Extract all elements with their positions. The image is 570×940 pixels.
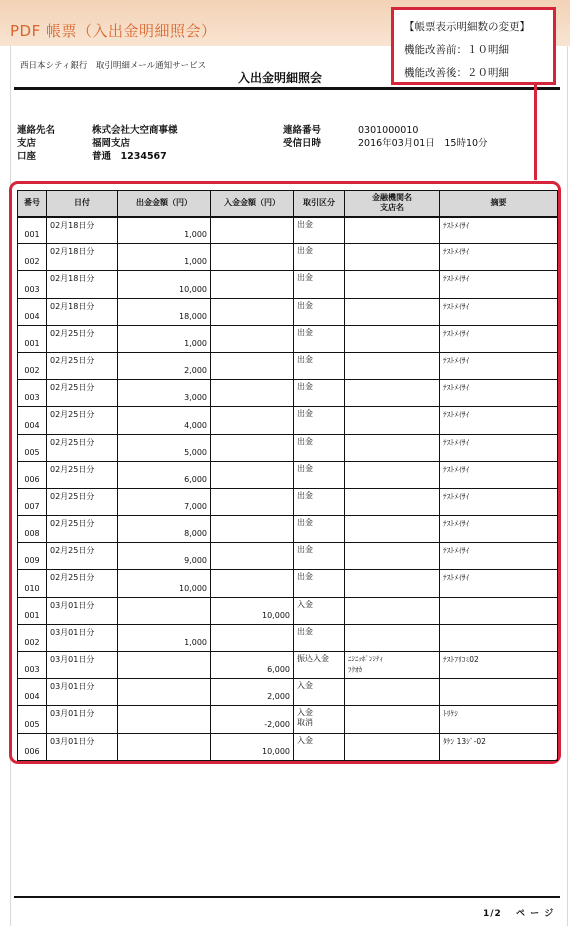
footer-rule — [14, 896, 560, 898]
table-row — [18, 543, 558, 570]
contact-number-value: 0301000010 — [358, 125, 419, 136]
cell-note: ﾃｽﾄﾌﾘｺﾐ02 — [440, 652, 558, 679]
cell-date: 02月25日分 — [47, 325, 118, 352]
cell-type: 出金 — [294, 325, 345, 352]
col-bank-name: 金融機関名 — [372, 193, 412, 203]
cell-note: ﾀｹﾝ 13ｼﾞ-02 — [440, 733, 558, 760]
page-title: PDF 帳票（入出金明細照会） — [10, 22, 217, 40]
col-note: 摘要 — [440, 191, 558, 217]
cell-note — [440, 624, 558, 651]
cell-bank — [345, 706, 440, 733]
cell-number: 005 — [18, 434, 47, 461]
cell-type: 出金 — [294, 488, 345, 515]
cell-number: 001 — [18, 325, 47, 352]
cell-bank — [345, 488, 440, 515]
callout-line: 【帳票表示明細数の変更】 — [404, 21, 530, 33]
table-row — [18, 380, 558, 407]
col-branch-name: 支店名 — [380, 203, 404, 213]
cell-number: 002 — [18, 244, 47, 271]
cell-date: 03月01日分 — [47, 597, 118, 624]
col-bank — [345, 191, 440, 217]
cell-type: 入金 — [294, 597, 345, 624]
table-row — [18, 244, 558, 271]
cell-withdrawal — [118, 652, 211, 679]
cell-number: 004 — [18, 679, 47, 706]
cell-bank — [345, 352, 440, 379]
header-rule — [14, 87, 560, 90]
cell-type: 出金 — [294, 624, 345, 651]
info-right-values — [358, 124, 488, 150]
contact-number-label: 連絡番号 — [283, 125, 322, 136]
cell-deposit — [211, 488, 294, 515]
cell-date: 02月18日分 — [47, 217, 118, 244]
cell-bank — [345, 624, 440, 651]
cell-note — [440, 679, 558, 706]
table-header-row — [18, 191, 558, 217]
cell-bank — [345, 325, 440, 352]
cell-type: 出金 — [294, 570, 345, 597]
cell-deposit: -2,000 — [211, 706, 294, 733]
table-row — [18, 652, 558, 679]
cell-withdrawal — [118, 679, 211, 706]
cell-number: 006 — [18, 733, 47, 760]
cell-type: 出金 — [294, 407, 345, 434]
cell-withdrawal: 6,000 — [118, 461, 211, 488]
table-row — [18, 706, 558, 733]
service-name: 西日本シティ銀行 取引明細メール通知サービス — [20, 61, 207, 71]
cell-deposit — [211, 407, 294, 434]
info-right-labels — [283, 124, 321, 150]
cell-type: 振込入金 — [294, 652, 345, 679]
cell-withdrawal: 3,000 — [118, 380, 211, 407]
cell-bank — [345, 217, 440, 244]
cell-withdrawal: 4,000 — [118, 407, 211, 434]
cell-date: 02月25日分 — [47, 352, 118, 379]
cell-type: 出金 — [294, 244, 345, 271]
cell-number: 003 — [18, 271, 47, 298]
callout-connector — [534, 85, 537, 180]
cell-number: 002 — [18, 352, 47, 379]
cell-deposit: 6,000 — [211, 652, 294, 679]
cell-note: ﾃｽﾄﾒｲｻｲ — [440, 461, 558, 488]
cell-date: 02月25日分 — [47, 461, 118, 488]
cell-note: ﾃｽﾄﾒｲｻｲ — [440, 543, 558, 570]
cell-number: 009 — [18, 543, 47, 570]
cell-bank — [345, 652, 440, 679]
cell-type: 入金 取消 — [294, 706, 345, 733]
cell-number: 008 — [18, 516, 47, 543]
cell-type: 出金 — [294, 380, 345, 407]
callout-line: 機能改善後：２０明細 — [404, 67, 509, 79]
table-row — [18, 733, 558, 760]
cell-date: 02月18日分 — [47, 271, 118, 298]
cell-type: 出金 — [294, 434, 345, 461]
cell-bank — [345, 733, 440, 760]
cell-withdrawal: 8,000 — [118, 516, 211, 543]
cell-withdrawal: 10,000 — [118, 271, 211, 298]
callout-box — [391, 7, 556, 85]
cell-bank — [345, 244, 440, 271]
table-row — [18, 570, 558, 597]
transactions-table — [17, 190, 558, 761]
cell-deposit: 10,000 — [211, 733, 294, 760]
cell-note: ﾃｽﾄﾒｲｻｲ — [440, 217, 558, 244]
cell-deposit — [211, 516, 294, 543]
cell-date: 02月25日分 — [47, 543, 118, 570]
col-withdrawal: 出金金額（円） — [118, 191, 211, 217]
cell-type: 出金 — [294, 271, 345, 298]
col-type: 取引区分 — [294, 191, 345, 217]
cell-bank — [345, 570, 440, 597]
cell-date: 03月01日分 — [47, 706, 118, 733]
cell-note: ﾃｽﾄﾒｲｻｲ — [440, 516, 558, 543]
cell-date: 03月01日分 — [47, 679, 118, 706]
cell-withdrawal: 9,000 — [118, 543, 211, 570]
info-left-values — [92, 124, 178, 163]
table-row — [18, 516, 558, 543]
cell-type: 出金 — [294, 461, 345, 488]
account-value: 普通 1234567 — [92, 151, 167, 162]
table-row — [18, 488, 558, 515]
cell-number: 001 — [18, 597, 47, 624]
cell-bank — [345, 271, 440, 298]
col-deposit: 入金金額（円） — [211, 191, 294, 217]
cell-number: 003 — [18, 652, 47, 679]
cell-number: 007 — [18, 488, 47, 515]
table-row — [18, 679, 558, 706]
cell-note: ﾃｽﾄﾒｲｻｲ — [440, 271, 558, 298]
table-row — [18, 624, 558, 651]
cell-bank — [345, 516, 440, 543]
cell-deposit — [211, 570, 294, 597]
cell-withdrawal — [118, 597, 211, 624]
cell-date: 03月01日分 — [47, 624, 118, 651]
cell-date: 03月01日分 — [47, 652, 118, 679]
cell-withdrawal — [118, 733, 211, 760]
cell-note: ﾃｽﾄﾒｲｻｲ — [440, 298, 558, 325]
cell-deposit — [211, 352, 294, 379]
cell-withdrawal: 1,000 — [118, 217, 211, 244]
cell-number: 001 — [18, 217, 47, 244]
cell-note: ﾃｽﾄﾒｲｻｲ — [440, 352, 558, 379]
table-row — [18, 271, 558, 298]
page-indicator: 1/2 ペ ー ジ — [483, 909, 555, 919]
bank-name: ﾆｼﾆｯﾎﾟﾝｼﾃｨ — [348, 655, 383, 663]
document-title: 入出金明細照会 — [238, 71, 323, 85]
received-value: 2016年03月01日 15時10分 — [358, 138, 488, 149]
cell-type: 出金 — [294, 516, 345, 543]
cell-number: 003 — [18, 380, 47, 407]
cell-note: ﾃｽﾄﾒｲｻｲ — [440, 244, 558, 271]
cell-deposit: 10,000 — [211, 597, 294, 624]
cell-number: 002 — [18, 624, 47, 651]
col-number: 番号 — [18, 191, 47, 217]
cell-deposit — [211, 380, 294, 407]
cell-deposit — [211, 461, 294, 488]
cell-bank — [345, 434, 440, 461]
cell-date: 02月25日分 — [47, 434, 118, 461]
cell-bank — [345, 298, 440, 325]
cell-date: 02月18日分 — [47, 244, 118, 271]
cell-withdrawal: 7,000 — [118, 488, 211, 515]
cell-deposit — [211, 434, 294, 461]
cell-number: 004 — [18, 407, 47, 434]
cell-deposit — [211, 543, 294, 570]
branch-label: 支店 — [17, 138, 37, 149]
cell-bank — [345, 597, 440, 624]
branch-name: ﾌｸｵｶ — [348, 666, 362, 674]
cell-date: 02月25日分 — [47, 488, 118, 515]
cell-deposit — [211, 244, 294, 271]
cell-bank — [345, 461, 440, 488]
cell-bank — [345, 679, 440, 706]
cell-withdrawal: 1,000 — [118, 624, 211, 651]
table-row — [18, 217, 558, 244]
callout-line: 機能改善前：１０明細 — [404, 44, 509, 56]
cell-date: 02月25日分 — [47, 380, 118, 407]
cell-note — [440, 597, 558, 624]
cell-date: 02月18日分 — [47, 298, 118, 325]
cell-type: 出金 — [294, 298, 345, 325]
cell-note: ﾃｽﾄﾒｲｻｲ — [440, 434, 558, 461]
table-row — [18, 352, 558, 379]
cell-deposit — [211, 624, 294, 651]
cell-deposit — [211, 325, 294, 352]
cell-withdrawal: 5,000 — [118, 434, 211, 461]
cell-deposit — [211, 271, 294, 298]
table-row — [18, 434, 558, 461]
cell-number: 005 — [18, 706, 47, 733]
cell-note: ﾄﾘｹｼ — [440, 706, 558, 733]
cell-date: 03月01日分 — [47, 733, 118, 760]
cell-withdrawal: 10,000 — [118, 570, 211, 597]
cell-number: 004 — [18, 298, 47, 325]
cell-bank — [345, 407, 440, 434]
branch-value: 福岡支店 — [92, 138, 131, 149]
cell-bank — [345, 543, 440, 570]
table-row — [18, 407, 558, 434]
cell-withdrawal — [118, 706, 211, 733]
cell-note: ﾃｽﾄﾒｲｻｲ — [440, 380, 558, 407]
cell-deposit — [211, 298, 294, 325]
cell-type: 出金 — [294, 352, 345, 379]
cell-number: 006 — [18, 461, 47, 488]
cell-deposit — [211, 217, 294, 244]
cell-number: 010 — [18, 570, 47, 597]
cell-date: 02月25日分 — [47, 570, 118, 597]
cell-withdrawal: 1,000 — [118, 325, 211, 352]
contact-name-label: 連絡先名 — [17, 125, 56, 136]
cell-date: 02月25日分 — [47, 407, 118, 434]
cell-deposit: 2,000 — [211, 679, 294, 706]
cell-type: 出金 — [294, 217, 345, 244]
cell-note: ﾃｽﾄﾒｲｻｲ — [440, 488, 558, 515]
info-left-labels — [17, 124, 55, 163]
account-label: 口座 — [17, 151, 37, 162]
table-row — [18, 461, 558, 488]
cell-date: 02月25日分 — [47, 516, 118, 543]
table-body — [18, 217, 558, 761]
cell-withdrawal: 18,000 — [118, 298, 211, 325]
col-date: 日付 — [47, 191, 118, 217]
cell-withdrawal: 1,000 — [118, 244, 211, 271]
cell-type: 入金 — [294, 733, 345, 760]
cell-type: 出金 — [294, 543, 345, 570]
cell-type: 入金 — [294, 679, 345, 706]
cell-note: ﾃｽﾄﾒｲｻｲ — [440, 407, 558, 434]
cell-withdrawal: 2,000 — [118, 352, 211, 379]
table-row — [18, 325, 558, 352]
cell-bank — [345, 380, 440, 407]
contact-name-value: 株式会社大空商事様 — [92, 125, 178, 136]
cell-note: ﾃｽﾄﾒｲｻｲ — [440, 325, 558, 352]
received-label: 受信日時 — [283, 138, 322, 149]
table-row — [18, 298, 558, 325]
cell-note: ﾃｽﾄﾒｲｻｲ — [440, 570, 558, 597]
table-row — [18, 597, 558, 624]
